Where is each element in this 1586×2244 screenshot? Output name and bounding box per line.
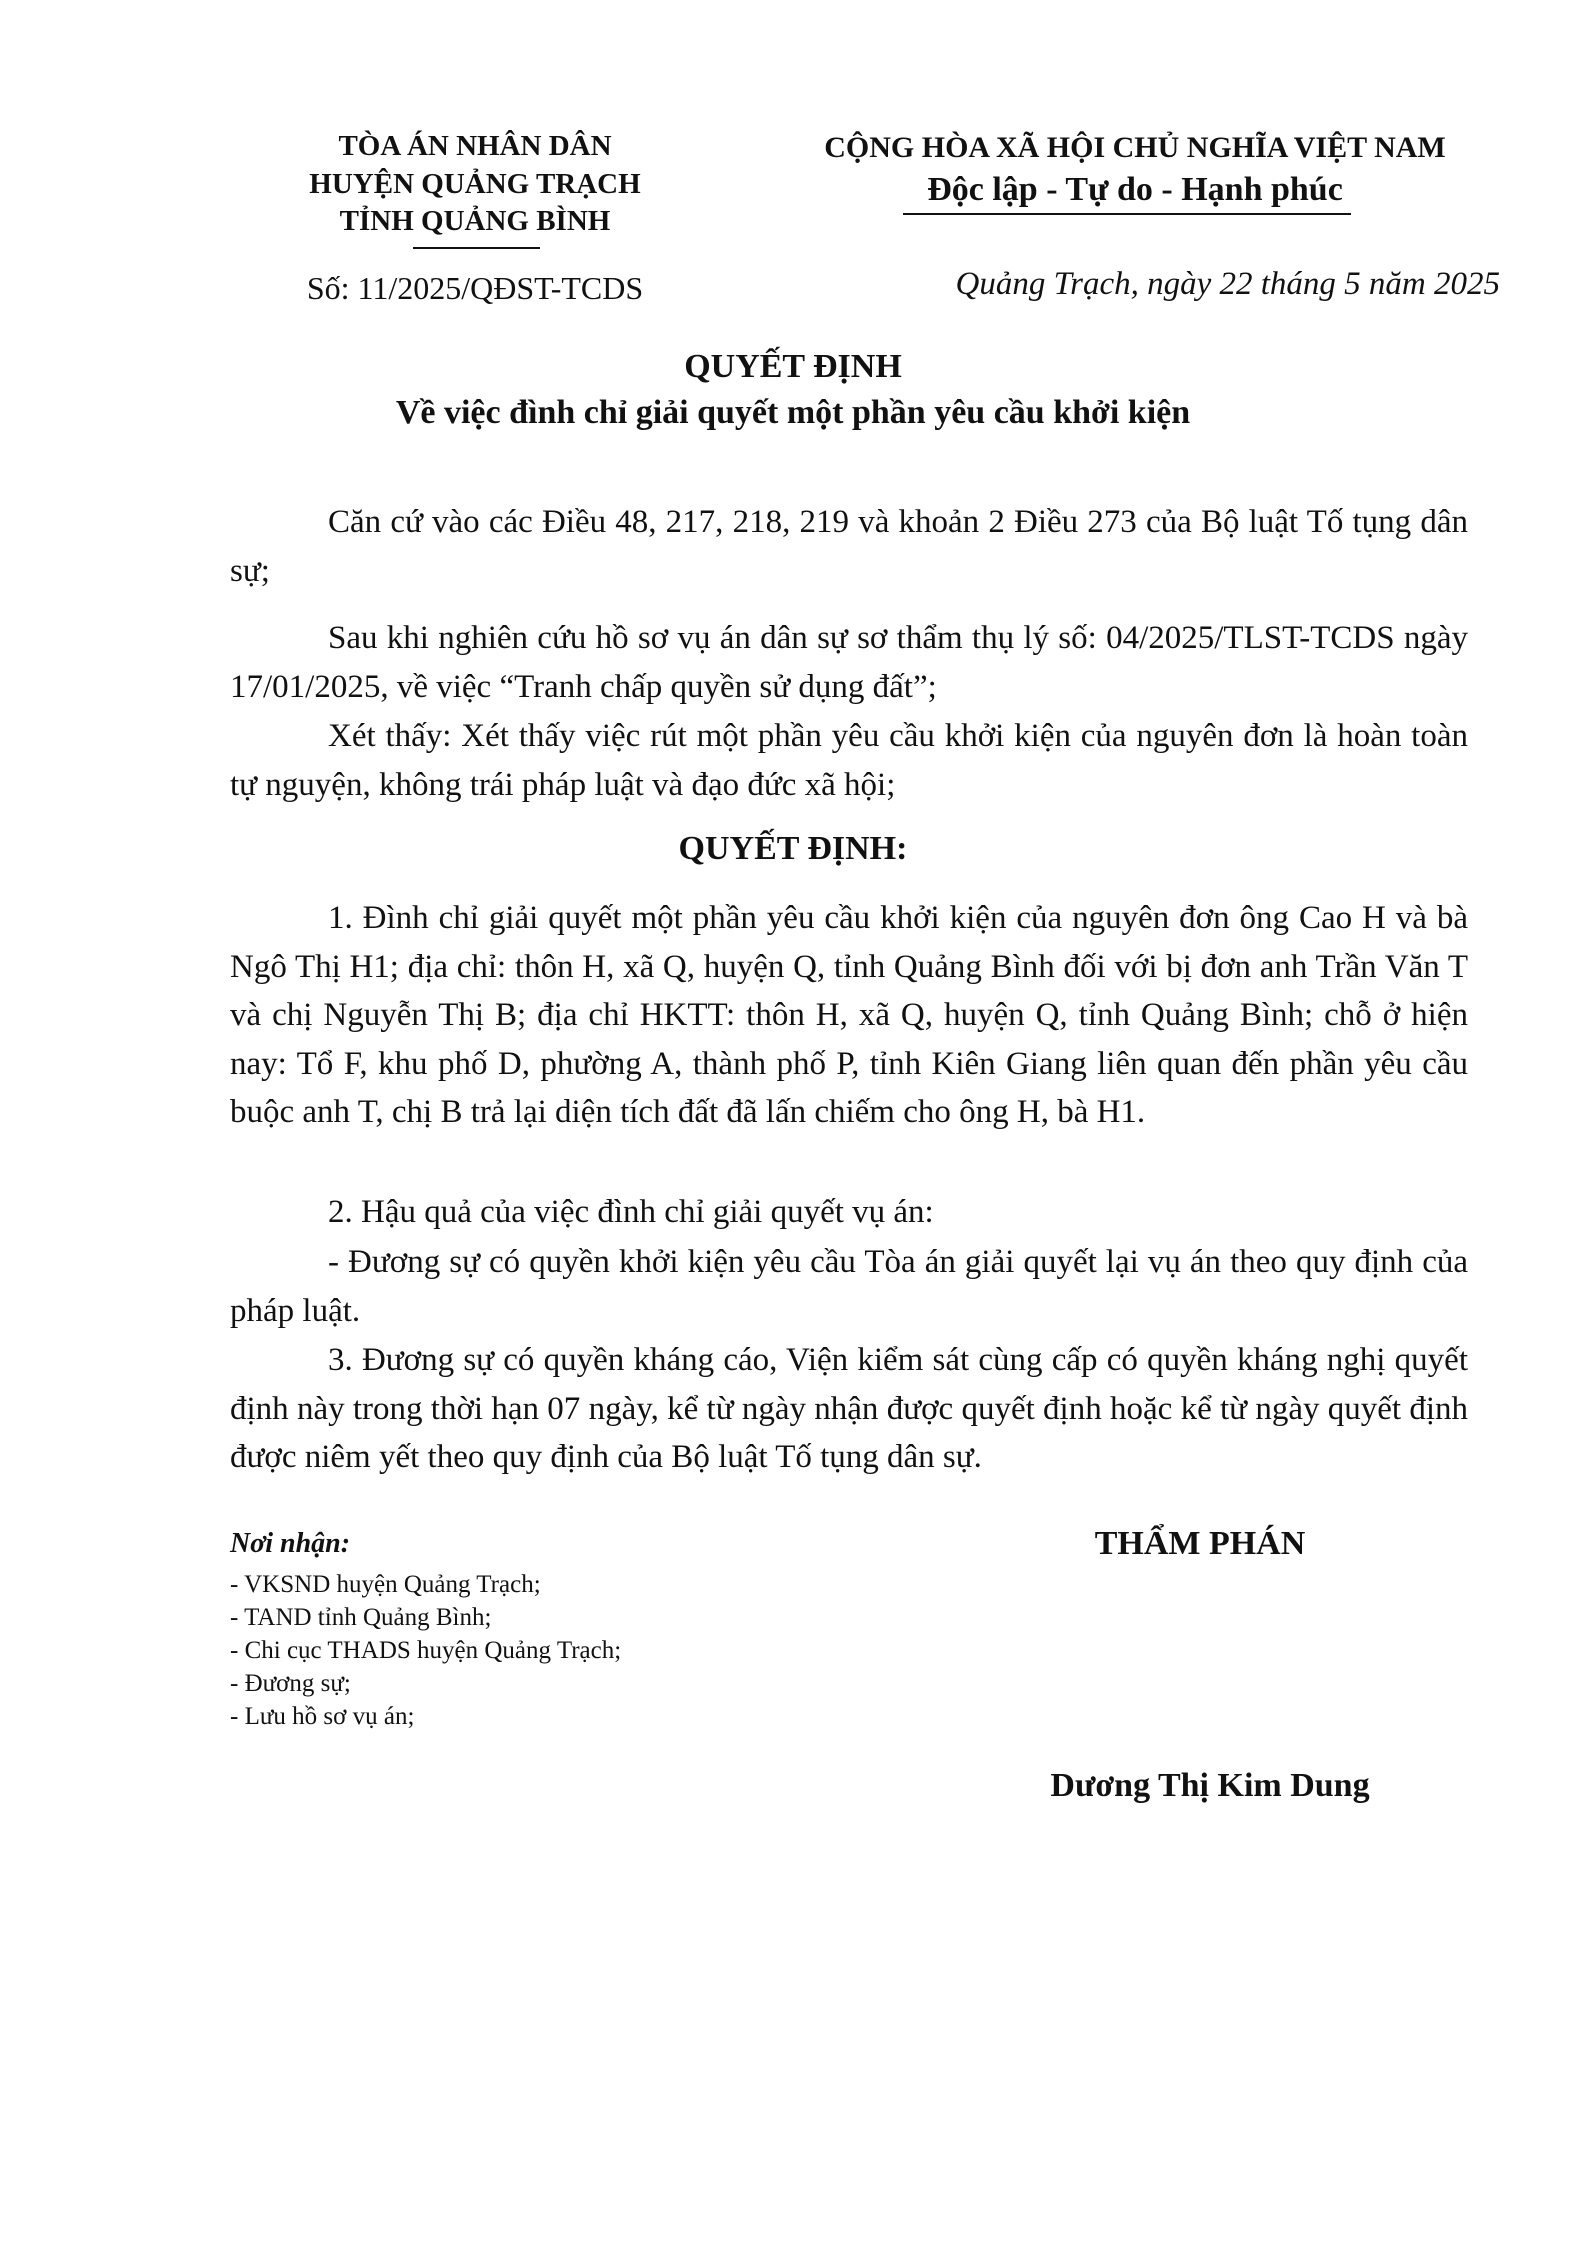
- national-motto: Độc lập - Tự do - Hạnh phúc: [927, 171, 1343, 208]
- paragraph-legal-basis: Căn cứ vào các Điều 48, 217, 218, 219 và khoản 2 Điều 273 của Bộ luật Tố tụng dân sự;: [230, 504, 1468, 589]
- court-name-line2: HUYỆN QUẢNG TRẠCH: [309, 168, 641, 200]
- place-and-date: Quảng Trạch, ngày 22 tháng 5 năm 2025: [955, 266, 1500, 302]
- recipient-item: - Lưu hồ sơ vụ án;: [230, 1703, 415, 1730]
- court-name-line1: TÒA ÁN NHÂN DÂN: [338, 130, 612, 162]
- recipient-item: - Chi cục THADS huyện Quảng Trạch;: [230, 1637, 622, 1664]
- recipient-item: - VKSND huyện Quảng Trạch;: [230, 1571, 541, 1598]
- decision-heading: QUYẾT ĐỊNH:: [678, 830, 908, 867]
- paragraph-consideration: Xét thấy: Xét thấy việc rút một phần yêu cầu khởi kiện của nguyên đơn là hoàn toàn tự nguyện, không trái pháp luật và đạo đức xã hội;: [230, 718, 1468, 803]
- decision-item-3: 3. Đương sự có quyền kháng cáo, Viện kiểm sát cùng cấp có quyền kháng nghị quyết định này trong thời hạn 07 ngày, kể từ ngày nhận được quyết định hoặc kể từ ngày quyết định được niêm yết theo quy định của Bộ luật Tố tụng dân sự.: [230, 1342, 1468, 1475]
- signer-name: Dương Thị Kim Dung: [1050, 1767, 1370, 1804]
- recipients-title: Nơi nhận:: [230, 1528, 351, 1559]
- signature-title: THẨM PHÁN: [1094, 1525, 1306, 1562]
- recipients-list: [230, 1568, 621, 1733]
- motto-underline: [903, 213, 1351, 215]
- decision-item-2a: - Đương sự có quyền khởi kiện yêu cầu Tòa án giải quyết lại vụ án theo quy định của pháp luật.: [230, 1244, 1468, 1329]
- document-title: QUYẾT ĐỊNH: [684, 348, 902, 385]
- national-title: CỘNG HÒA XÃ HỘI CHỦ NGHĨA VIỆT NAM: [824, 131, 1446, 164]
- document-subtitle: Về việc đình chỉ giải quyết một phần yêu cầu khởi kiện: [395, 394, 1191, 431]
- decision-item-1: 1. Đình chỉ giải quyết một phần yêu cầu khởi kiện của nguyên đơn ông Cao H và bà Ngô Thị H1; địa chỉ: thôn H, xã Q, huyện Q, tỉnh Quảng Bình đối với bị đơn anh Trần Văn T và chị Nguyễn Thị B; địa chỉ HKTT: thôn H, xã Q, huyện Q, tỉnh Quảng Bình; chỗ ở hiện nay: Tổ F, khu phố D, phường A, thành phố P, tỉnh Kiên Giang liên quan đến phần yêu cầu buộc anh T, chị B trả lại diện tích đất đã lấn chiếm cho ông H, bà H1.: [230, 900, 1468, 1130]
- recipient-item: - TAND tỉnh Quảng Bình;: [230, 1604, 492, 1631]
- recipient-item: - Đương sự;: [230, 1670, 351, 1697]
- court-underline: [413, 247, 540, 249]
- paragraph-case-review: Sau khi nghiên cứu hồ sơ vụ án dân sự sơ thẩm thụ lý số: 04/2025/TLST-TCDS ngày 17/01/2025, về việc “Tranh chấp quyền sử dụng đất”;: [230, 620, 1468, 705]
- court-name-line3: TỈNH QUẢNG BÌNH: [339, 205, 611, 237]
- decision-item-2: 2. Hậu quả của việc đình chỉ giải quyết vụ án:: [328, 1194, 934, 1230]
- document-number: Số: 11/2025/QĐST-TCDS: [306, 270, 644, 306]
